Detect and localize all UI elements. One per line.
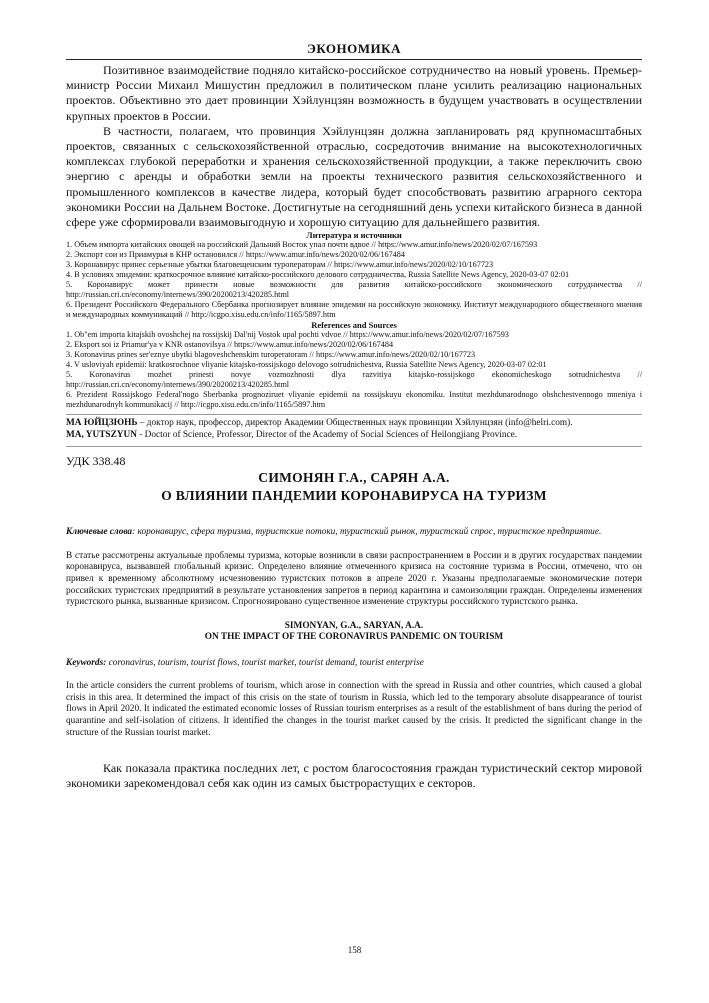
article-rule [66,446,642,447]
reference-item: 1. Объем импорта китайских овощей на российский Дальний Восток упал почти вдвое // https://www.amur.info/news/2020/02/07/167593 [66,240,538,250]
author-name-ru: МА ЮЙЦЗЮНЬ [66,418,138,429]
article-title-en: ON THE IMPACT OF THE CORONAVIRUS PANDEMIC ON TOURISM [204,632,504,643]
author-name-en: MA, YUTSZYUN [66,429,137,440]
article-title-ru: О ВЛИЯНИИ ПАНДЕМИИ КОРОНАВИРУСА НА ТУРИЗМ [161,488,547,504]
udk-code: УДК 338.48 [66,454,126,469]
reference-item: 5. Koronavirus mozhet prinesti novye vozmozhnosti dlya razvitiya kitajsko-rossijskogo ekonomicheskogo sotrudnichestva // http://russian.cri.cn/economy/internews/390/20200213/420285.html [66,370,642,390]
reference-item: 4. V usloviyah epidemii: kratkosrochnoe vliyanie kitajsko-rossijskogo delovogo sotrudnichestva, Russia Satellite News Agency, 2020-03-07 02:01 [66,360,547,370]
keywords-en-label: Keywords: [66,657,107,668]
references-en-heading: References and Sources [311,320,397,331]
body-paragraph: В частности, полагаем, что провинция Хэйлунцзян должна запланировать ряд крупномасштабных проектов, связанных с сельскохозяйственной отраслью, сосредоточив внимание на высокотехнологичных комплексах глубокой переработки и хранения сельскохозяйственной продукции, а также переключить свою энергию с аренды и обработки земли на проекты технического развития сельскохозяйственного и промышленного комплексов в качестве лидера, который будет способствовать развитию аграрного сектора экономики России на Дальнем Востоке. Достигнутые на сегодняшний день успехи китайского бизнеса в данной сфере уже сформировали взаимовыгодную и хорошую ситуацию для дальнейшего развития. [66,123,642,230]
abstract-ru: В статье рассмотрены актуальные проблемы туризма, которые возникли в связи распространением в России и в других государствах пандемии коронавируса, вызвавшей глобальный кризис. Определено влияние отмеченного кризиса на состояние туризма в России, отмечено, что он привел к временному абсолютному исчезновению туристских потоков в апреле 2020 г. Указаны предполагаемые экономические потери российских туристских предприятий в результате установления запретов в период карантина и самоизоляции граждан. Определены изменения туристского рынка, вызванные кризисом. Спрогнозировано существенное изменение структуры российского туристского рынка. [66,550,642,608]
reference-item: 6. Президент Российского Федерального Сбербанка прогнозирует влияние эпидемии на российскую экономику. Институт международного общественного мнения и международных коммуникаций // http://icgpo.xisu.edu.cn/info/1165/5897.htm [66,300,642,320]
article-authors-ru: СИМОНЯН Г.А., САРЯН А.А. [258,470,450,486]
reference-item: 4. В условиях эпидемии: краткосрочное влияние китайско-российского делового сотрудничества, Russia Satellite News Agency, 2020-03-07 02:01 [66,270,570,280]
keywords-ru [66,527,642,539]
keywords-en-list: coronavirus, tourism, tourist flows, tourist market, tourist demand, tourist enterprise [106,657,424,668]
author-desc-en: - Doctor of Science, Professor, Director of the Academy of Social Sciences of Heilongjiang Province. [136,429,518,440]
page-number: 158 [347,945,362,955]
reference-item: 1. Ob"em importa kitajskih ovoshchej na rossijskij Dal'nij Vostok upal pochti vdvoe // https://www.amur.info/news/2020/02/07/167593 [66,330,509,340]
keywords-ru-list: : коронавирус, сфера туризма, туристские потоки, туристский рынок, туристский спрос, туристское предприятие. [132,527,602,538]
reference-item: 2. Экспорт сои из Приамурья в КНР остановился // https://www.amur.info/news/2020/02/06/167484 [66,250,405,260]
author-info-en [66,430,642,442]
reference-item: 6. Prezident Rossijskogo Federal'nogo Sberbanka prognoziruet vliyanie epidemii na rossijskuyu ekonomiku. Institut mezhdunarodnogo obshchestvennogo mneniya i mezhdunarodnyh kommunikacij // http://icgpo.xisu.edu.cn/info/1165/5897.htm [66,390,642,410]
reference-item: 2. Eksport soi iz Priamur'ya v KNR ostanovilsya // https://www.amur.info/news/2020/02/06/167484 [66,340,394,350]
keywords-en [66,658,642,670]
abstract-en: In the article considers the current problems of tourism, which arose in connection with the spread in Russia and other countries, which caused a global crisis in this area. It determined the impact of this crisis on the state of tourism in Russia, which led to the temporary absolute disappearance of tourist flows in April 2020. It indicated the estimated economic losses of Russian tourism enterprises as a result of the establishment of bans during the period of quarantine and self-isolation of citizens. It identified the changes in the tourist market caused by the crisis. It predicted the significant change in the structure of the Russian tourist market. [66,681,642,738]
journal-page [66,40,642,792]
body-paragraph: Позитивное взаимодействие подняло китайско-российское сотрудничество на новый уровень. Премьер-министр России Михаил Мишустин предложил в политическом плане усилить реализацию национальных проектов. Объективно это дает провинции Хэйлунцзян возможность в будущем участвовать в осуществлении крупных проектов в России. [66,63,642,123]
section-title: ЭКОНОМИКА [307,41,401,56]
article-authors-en: SIMONYAN, G.A., SARYAN, A.A. [284,620,424,631]
article-intro: Как показала практика последних лет, с ростом благосостояния граждан туристический сектор мировой экономики зарекомендовал себя как один из самых быстрорастущих е секторов. [66,761,642,791]
reference-item: 3. Коронавирус принес серьезные убытки благовещенским туроператорам // https://www.amur.info/news/2020/02/10/167723 [66,260,494,270]
keywords-ru-label: Ключевые слова [66,527,133,538]
reference-item: 3. Koronavirus prines ser'eznye ubytki blagoveshchenskim turoperatoram // https://www.amur.info/news/2020/02/10/167723 [66,350,476,360]
author-rule [66,414,642,415]
author-desc-ru: – доктор наук, профессор, директор Академии Общественных наук провинции Хэйлунцзян (info@helri.com). [137,418,573,429]
header-rule [66,59,642,60]
references-ru-heading: Литература и источники [306,230,402,241]
reference-item: 5. Коронавирус может принести новые возможности для развития китайско-российского экономического сотрудничества // http://russian.cri.cn/economy/internews/390/20200213/420285.html [66,280,642,300]
author-info-ru [66,418,642,430]
